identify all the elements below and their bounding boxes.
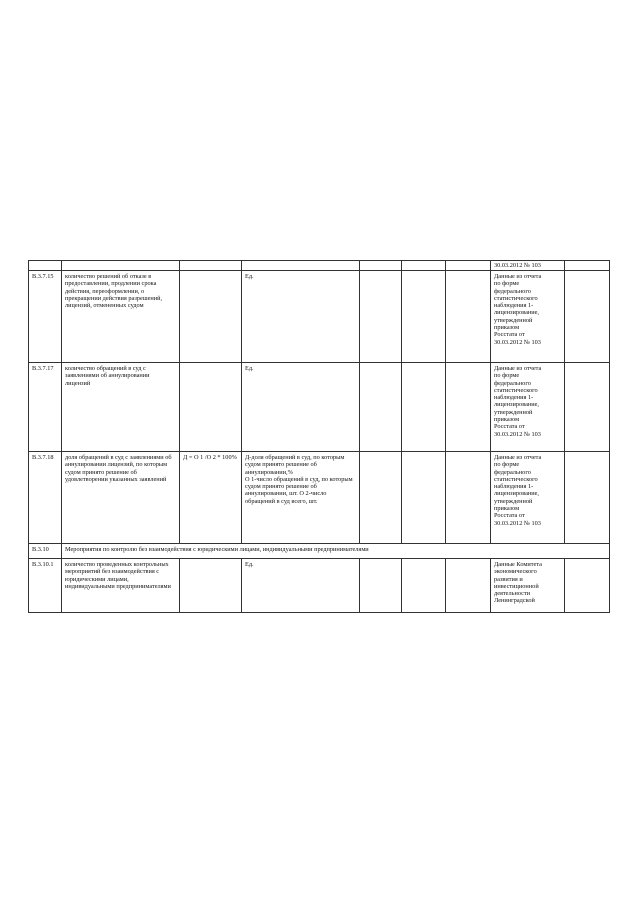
source-cell: Данные из отчета по форме федерального статистического наблюдения 1- лицензирование, утвержденной приказом Росстата от 30.03.2012 № 103 xyxy=(491,363,565,452)
unit-cell: Ед. xyxy=(242,363,360,452)
table-row xyxy=(29,363,610,452)
formula-cell xyxy=(180,559,242,613)
code-cell: В.3.7.18 xyxy=(29,452,62,544)
source-cell: 30.03.2012 № 103 xyxy=(491,261,565,271)
section-title: Мероприятия по контролю без взаимодействия с юридическими лицами, индивидуальными предпринимателями xyxy=(62,544,610,559)
source-cell: Данные из отчета по форме федерального статистического наблюдения 1- лицензирование, утвержденной приказом Росстата от 30.03.2012 № 103 xyxy=(491,271,565,363)
indicator-cell: количество обращений в суд с заявлениями об аннулировании лицензий xyxy=(62,363,180,452)
code-cell: В.3.7.17 xyxy=(29,363,62,452)
unit-cell: Ед. xyxy=(242,559,360,613)
indicator-table xyxy=(28,260,610,613)
unit-cell: Д-доля обращений в суд, по которым судом принято решение об аннулировании,% О 1-число обращений в суд, по которым судом принято решение об аннулировании, шт. О 2-число обращений в суд всего, шт. xyxy=(242,452,360,544)
unit-cell: Ед. xyxy=(242,271,360,363)
code-cell: В.3.7.15 xyxy=(29,271,62,363)
section-row xyxy=(29,544,610,559)
formula-cell xyxy=(180,271,242,363)
indicator-cell: количество решений об отказе в предоставлении, продлении срока действия, переоформлении, о прекращении действия разрешений, лицензий, отмененных судом xyxy=(62,271,180,363)
table-row xyxy=(29,271,610,363)
formula-cell: Д = О 1 /О 2 * 100% xyxy=(180,452,242,544)
table-row xyxy=(29,452,610,544)
table-row xyxy=(29,559,610,613)
table-row xyxy=(29,261,610,271)
formula-cell xyxy=(180,363,242,452)
source-cell: Данные Комитета экономического развития и инвестиционной деятельности Ленинградской xyxy=(491,559,565,613)
source-cell: Данные из отчета по форме федерального статистического наблюдения 1- лицензирование, утвержденной приказом Росстата от 30.03.2012 № 103 xyxy=(491,452,565,544)
indicator-cell: количество проведенных контрольных мероприятий без взаимодействия с юридическими лицами, индивидуальными предпринимателями xyxy=(62,559,180,613)
indicator-cell: доля обращений в суд с заявлениями об аннулировании лицензий, по которым судом принято решение об удовлетворении указанных заявлений xyxy=(62,452,180,544)
section-code: В.3.10 xyxy=(29,544,62,559)
code-cell: В.3.10.1 xyxy=(29,559,62,613)
